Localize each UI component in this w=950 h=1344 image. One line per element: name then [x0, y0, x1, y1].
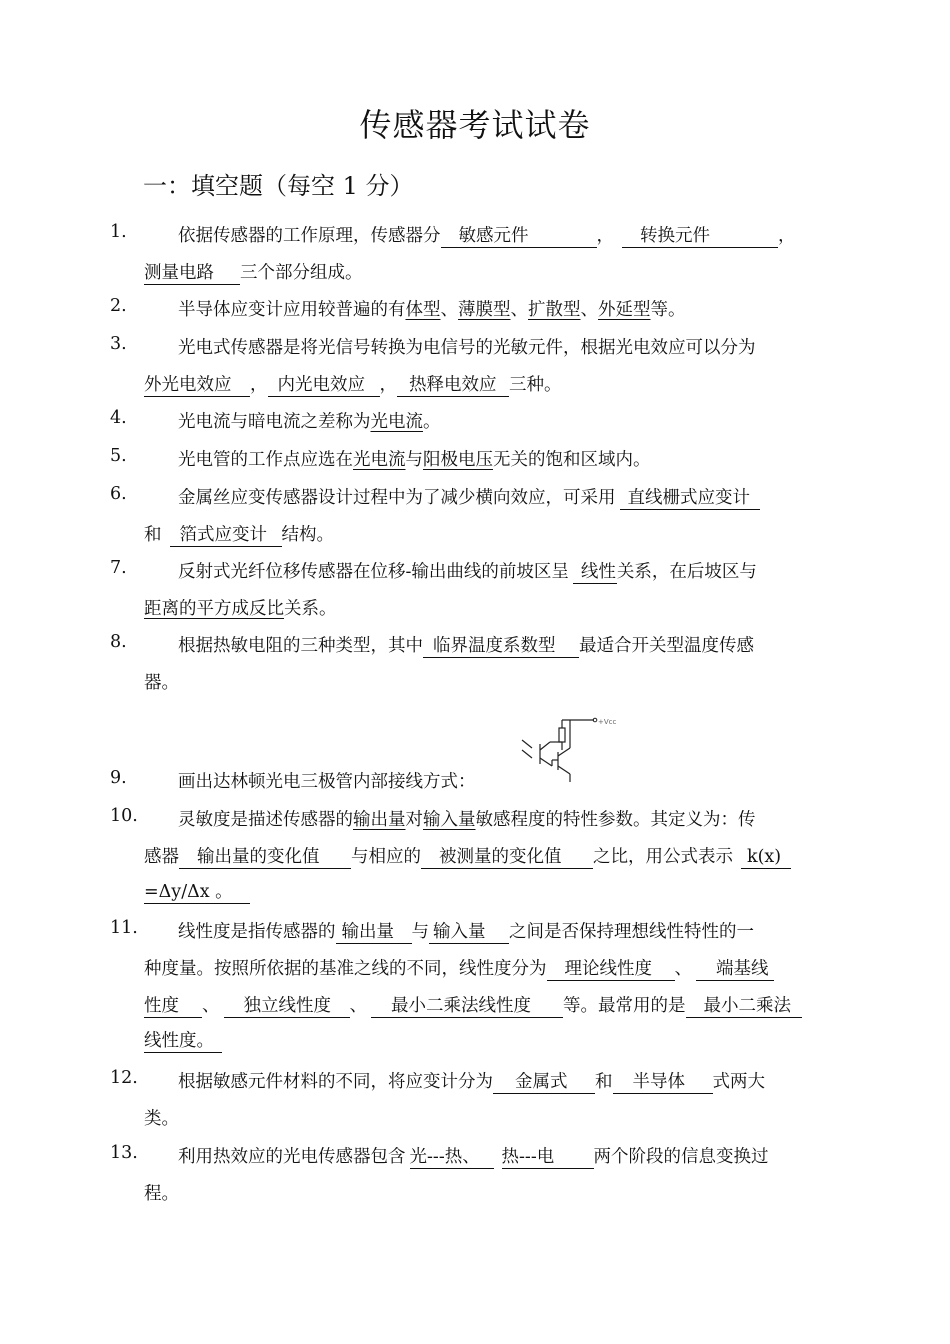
- question-text: 画出达林顿光电三极管内部接线方式：: [178, 772, 476, 792]
- question-line: [144, 955, 774, 981]
- question-text: 程。: [144, 1184, 179, 1204]
- question-line: [144, 371, 562, 397]
- diagram-light-arrow: [522, 750, 532, 758]
- diagram-wire: [540, 742, 550, 750]
- answer-blank: 最小二乘法线性度: [371, 994, 563, 1018]
- answer-blank: 内光电效应: [268, 373, 380, 397]
- question-text: ，: [778, 226, 796, 246]
- answer-blank: 敏感元件: [441, 224, 597, 248]
- question-line: [178, 222, 796, 248]
- question-text: 关系，在后坡区与: [616, 562, 757, 582]
- diagram-wire: [558, 766, 570, 774]
- answer-blank: 输出量: [353, 810, 406, 830]
- question-number: 10.: [110, 806, 138, 826]
- answer-blank: 输出量: [336, 920, 412, 944]
- question-text: 三种。: [509, 375, 562, 395]
- answer-blank: 热释电效应: [397, 373, 509, 397]
- question-text: 、: [674, 959, 692, 979]
- section-heading: 一：填空题（每空 1 分）: [143, 172, 414, 200]
- question-line: [144, 1029, 222, 1053]
- question-line: [144, 1180, 179, 1205]
- question-text: 等。最常用的是: [563, 996, 686, 1016]
- question-line: [178, 918, 754, 944]
- question-text: 器。: [144, 673, 179, 693]
- question-text: 灵敏度是描述传感器的: [178, 810, 353, 830]
- answer-blank: 外光电效应: [144, 373, 250, 397]
- question-text: 金属丝应变传感器设计过程中为了减少横向效应，可采用: [178, 488, 616, 508]
- question-text: 最适合开关型温度传感: [579, 636, 754, 656]
- question-text: 与相应的: [351, 847, 421, 867]
- question-line: [144, 669, 179, 694]
- answer-blank: 外延型: [598, 300, 651, 320]
- question-number: 3.: [110, 334, 127, 354]
- question-line: [178, 296, 686, 321]
- answer-blank: 线性度。: [144, 1029, 222, 1053]
- question-text: 、: [580, 300, 598, 320]
- diagram-label: +Vcc: [598, 718, 617, 726]
- question-text: 无关的饱和区域内。: [493, 450, 651, 470]
- question-line: [178, 446, 651, 471]
- diagram-wire: [558, 748, 570, 756]
- question-text: 与: [411, 922, 429, 942]
- question-number: 12.: [110, 1068, 138, 1088]
- question-text: 半导体应变计应用较普遍的有: [178, 300, 406, 320]
- answer-blank: 光电流: [353, 450, 406, 470]
- answer-blank: 金属式: [493, 1070, 595, 1094]
- diagram-light-arrow: [522, 740, 532, 748]
- question-number: 6.: [110, 484, 127, 504]
- question-text: 。: [423, 412, 441, 432]
- question-text: 敏感程度的特性参数。其定义为：传: [475, 810, 756, 830]
- question-text: 结构。: [281, 525, 334, 545]
- question-line: [178, 768, 476, 793]
- question-text: 等。: [650, 300, 686, 320]
- question-number: 13.: [110, 1143, 138, 1163]
- diagram-resistor: [559, 728, 565, 742]
- question-line: [178, 484, 760, 510]
- answer-blank: 转换元件: [622, 224, 778, 248]
- question-text: 、: [510, 300, 528, 320]
- question-line: [178, 806, 756, 831]
- answer-blank: 独立线性度: [224, 994, 350, 1018]
- question-text: 反射式光纤位移传感器在位移-输出曲线的前坡区呈: [178, 562, 569, 582]
- question-text: 式两大: [712, 1072, 765, 1092]
- question-text: 类。: [144, 1109, 179, 1129]
- question-number: 2.: [110, 296, 127, 316]
- question-text: ，: [379, 375, 397, 395]
- question-text: ，: [250, 375, 268, 395]
- question-line: [178, 334, 756, 359]
- question-line: [144, 880, 250, 904]
- question-text: 和: [144, 525, 162, 545]
- question-line: [144, 595, 337, 620]
- question-text: 光电式传感器是将光信号转换为电信号的光敏元件，根据光电效应可以分为: [178, 338, 756, 358]
- question-line: [144, 259, 363, 285]
- answer-blank: 理论线性度: [547, 957, 675, 981]
- question-line: [178, 1068, 765, 1094]
- answer-blank: 线性: [573, 560, 617, 584]
- question-text: 之间是否保持理想线性特性的一: [509, 922, 754, 942]
- diagram-wire: [540, 758, 552, 766]
- question-text: 和: [595, 1072, 613, 1092]
- answer-blank: 测量电路: [144, 261, 240, 285]
- question-number: 4.: [110, 408, 127, 428]
- answer-blank: 被测量的变化值: [421, 845, 593, 869]
- question-number: 1.: [110, 222, 127, 242]
- answer-blank: 最小二乘法: [686, 994, 802, 1018]
- question-line: [178, 1143, 769, 1169]
- answer-blank: 薄膜型: [458, 300, 511, 320]
- question-text: 光电管的工作点应选在: [178, 450, 353, 470]
- question-line: [144, 843, 791, 869]
- question-text: 关系。: [284, 599, 337, 619]
- darlington-phototransistor-diagram: [518, 712, 618, 784]
- question-text: 利用热效应的光电传感器包含: [178, 1147, 406, 1167]
- answer-blank: 箔式应变计: [170, 523, 282, 547]
- question-text: ，: [596, 226, 614, 246]
- question-text: 光电流与暗电流之差称为: [178, 412, 371, 432]
- question-text: 感器: [144, 847, 179, 867]
- question-line: [144, 992, 802, 1018]
- question-number: 9.: [110, 768, 127, 788]
- answer-blank: 临界温度系数型: [423, 634, 579, 658]
- question-text: 、: [349, 996, 367, 1016]
- question-line: [144, 521, 334, 547]
- answer-blank: 性度: [144, 994, 202, 1018]
- question-text: 三个部分组成。: [240, 263, 363, 283]
- question-text: 与: [405, 450, 423, 470]
- question-line: [178, 632, 754, 658]
- answer-blank: 直线栅式应变计: [620, 486, 760, 510]
- question-text: 之比，用公式表示: [593, 847, 733, 867]
- question-text: 、: [202, 996, 220, 1016]
- answer-blank: 输入量: [429, 920, 509, 944]
- answer-blank: 端基线: [696, 957, 774, 981]
- answer-blank: 热---电: [502, 1145, 594, 1169]
- answer-blank: k(x): [741, 845, 791, 869]
- answer-blank: 输入量: [423, 810, 476, 830]
- page-title: 传感器考试试卷: [359, 106, 591, 144]
- question-number: 7.: [110, 558, 127, 578]
- answer-blank: =Δy/Δx 。: [144, 880, 250, 904]
- question-text: 线性度是指传感器的: [178, 922, 336, 942]
- answer-blank: 阳极电压: [423, 450, 493, 470]
- question-number: 8.: [110, 632, 127, 652]
- answer-blank: 扩散型: [528, 300, 581, 320]
- answer-blank: 体型: [405, 300, 441, 320]
- question-text: 两个阶段的信息变换过: [593, 1147, 769, 1167]
- answer-blank: 输出量的变化值: [179, 845, 351, 869]
- question-text: 对: [405, 810, 423, 830]
- question-line: [178, 408, 441, 433]
- question-line: [178, 558, 757, 584]
- question-line: [144, 1105, 179, 1130]
- question-text: 根据敏感元件材料的不同，将应变计分为: [178, 1072, 493, 1092]
- answer-blank: 半导体: [613, 1070, 713, 1094]
- question-number: 5.: [110, 446, 127, 466]
- question-text: 根据热敏电阻的三种类型，其中: [178, 636, 423, 656]
- question-number: 11.: [110, 918, 138, 938]
- question-text: 、: [440, 300, 458, 320]
- question-text: 依据传感器的工作原理，传感器分: [178, 226, 441, 246]
- answer-blank: 光电流: [370, 412, 423, 432]
- answer-blank: 距离的平方成反比: [144, 599, 284, 619]
- question-text: 种度量。按照所依据的基准之线的不同，线性度分为: [144, 959, 547, 979]
- answer-blank: 光---热、: [410, 1145, 494, 1169]
